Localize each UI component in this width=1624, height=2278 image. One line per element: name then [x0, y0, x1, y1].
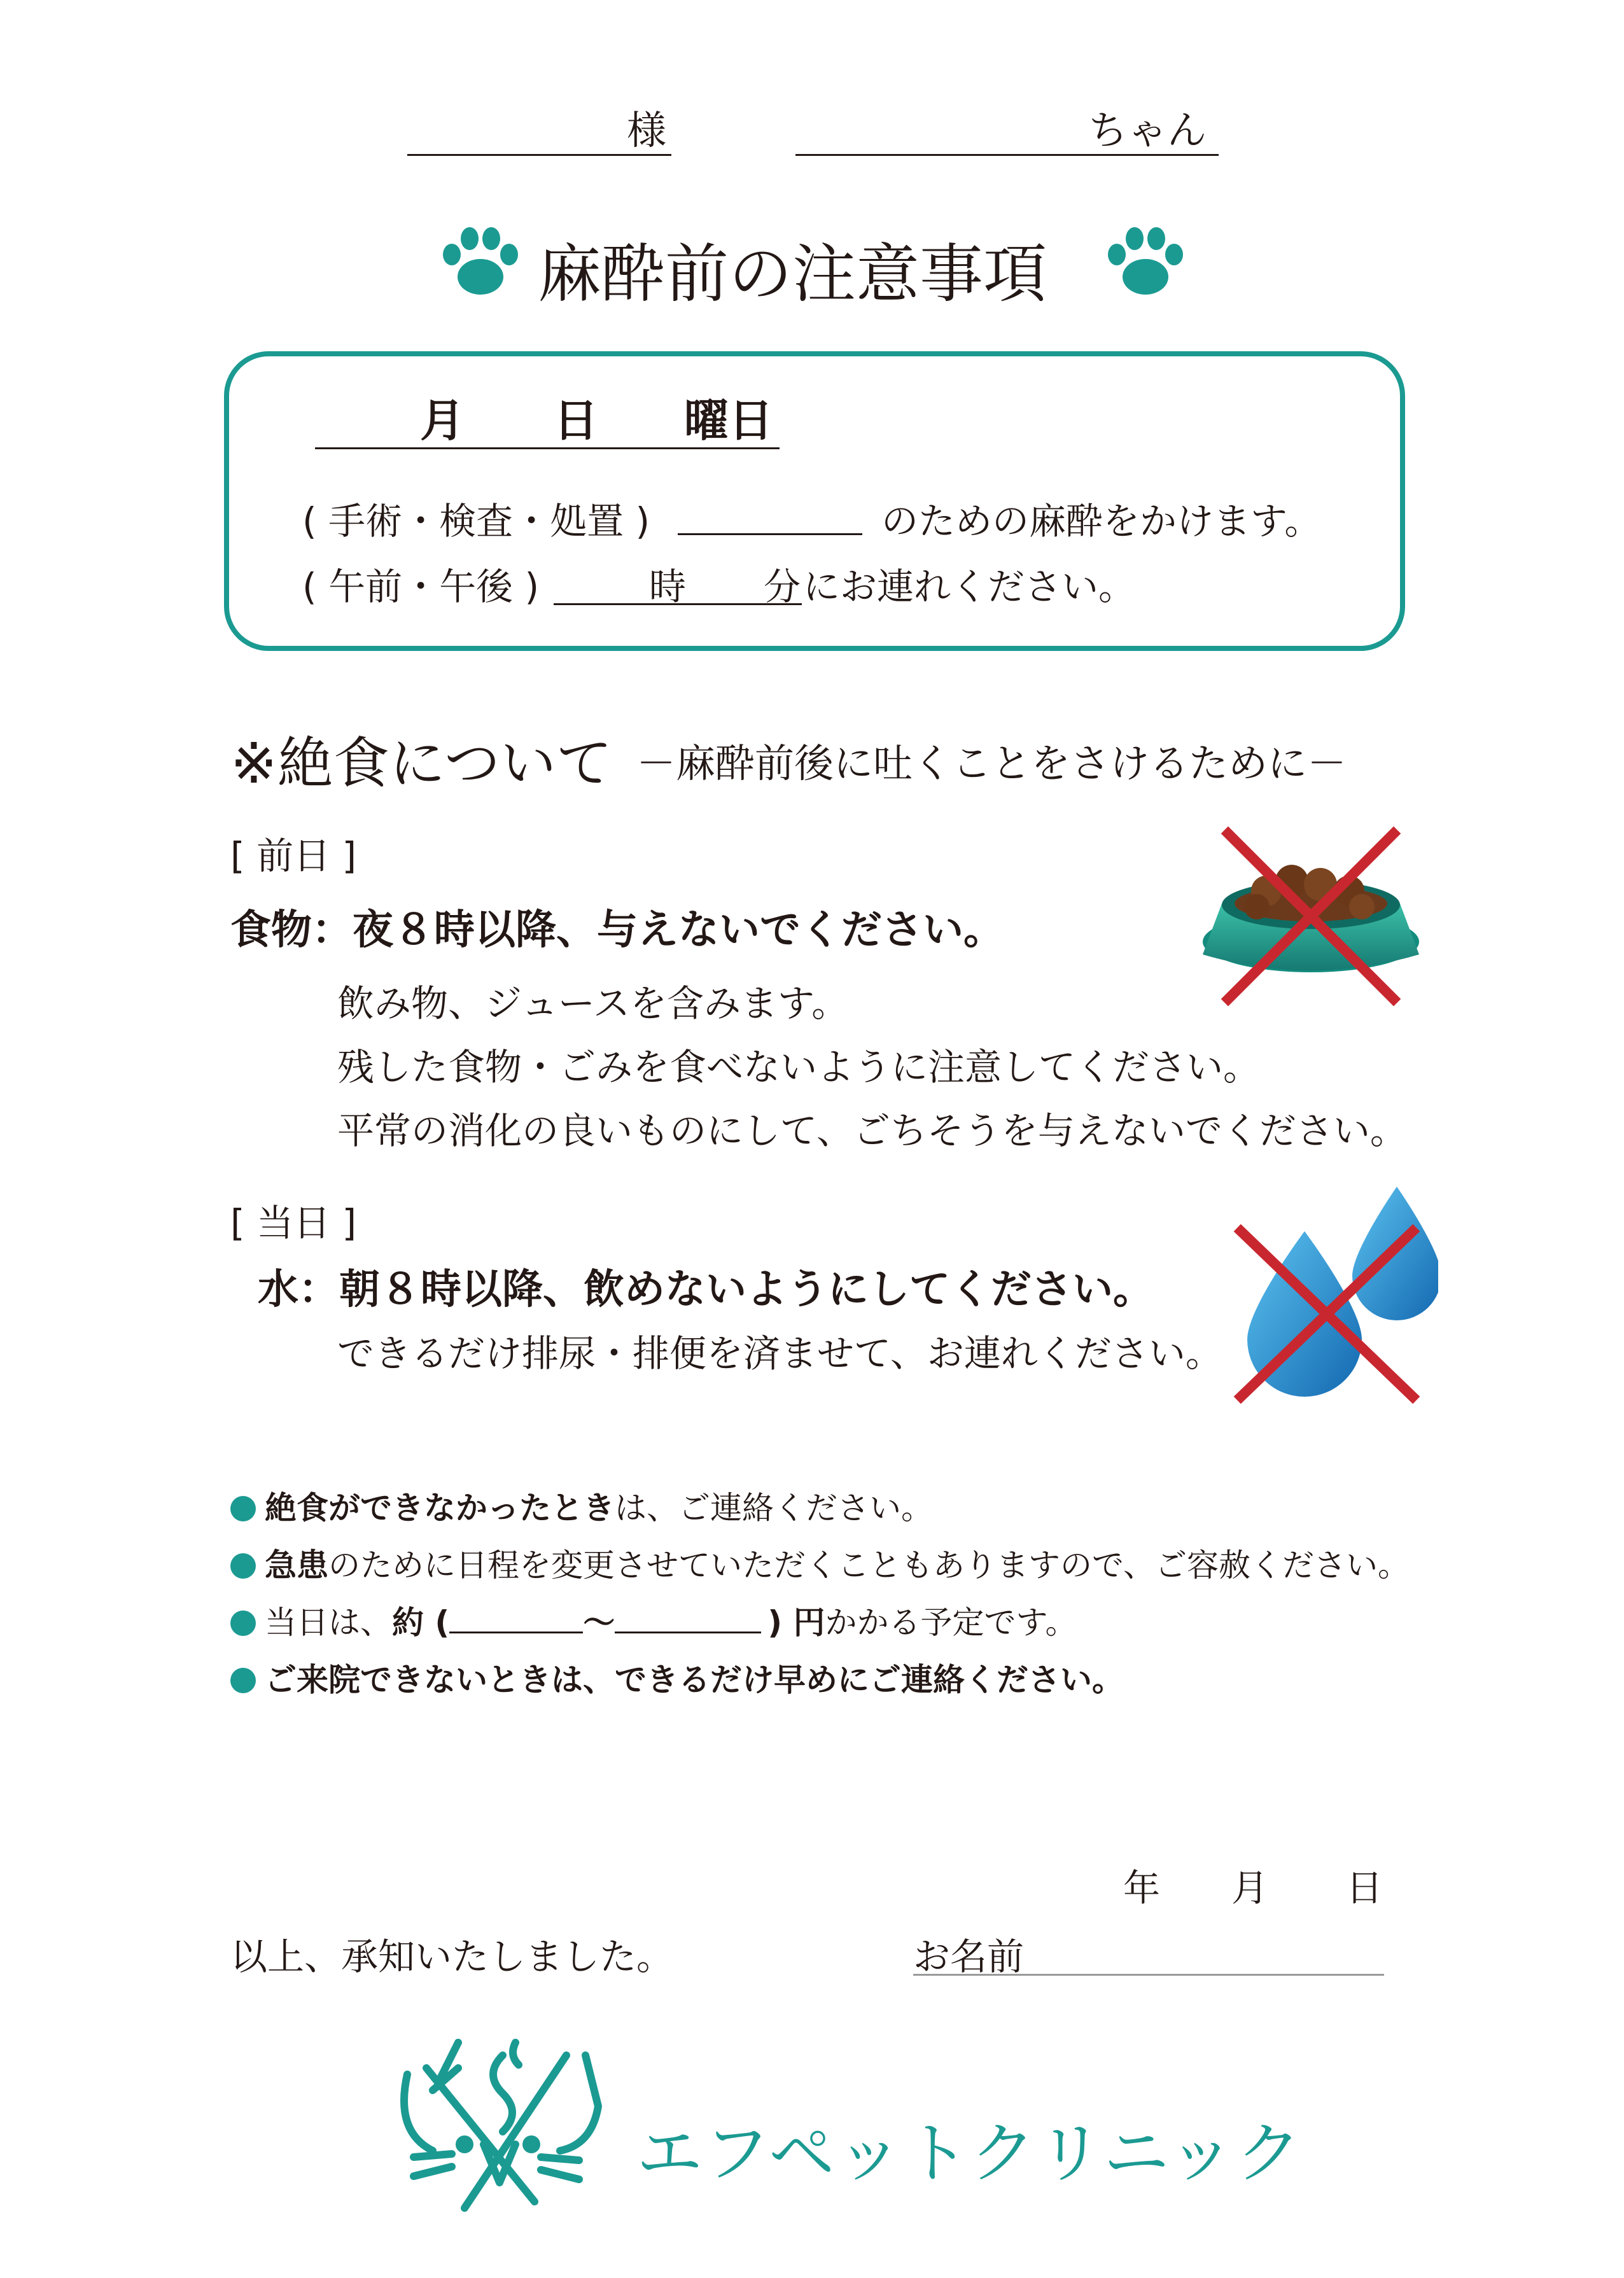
time-options: ( 午前・午後 ): [302, 565, 540, 608]
cost-blank-max[interactable]: [615, 1606, 761, 1633]
date-month: 月: [420, 395, 465, 447]
bullet-cancel: ご来院できないときは、できるだけ早めにご連絡ください。: [230, 1654, 1124, 1700]
owner-suffix: 様: [627, 107, 667, 153]
page-title: 麻酔前の注意事項: [538, 237, 1047, 311]
bullet-cost: 当日は、約 ( 〜 ) 円かかる予定です。: [230, 1597, 1077, 1643]
clinic-name: エフペットクリニック: [636, 2114, 1303, 2192]
consent-text: 以上、承知いたしました。: [230, 1935, 674, 1978]
pet-suffix: ちゃん: [1088, 107, 1207, 153]
water-drops-crossed-icon: [1228, 1180, 1438, 1409]
bullet-dot: [230, 1496, 256, 1521]
procedure-blank[interactable]: [678, 496, 862, 535]
bullet-emergency: 急患のために日程を変更させていただくこともありますので、ご容赦ください。: [230, 1540, 1410, 1586]
bullet-dot: [230, 1668, 256, 1693]
same-day-note: できるだけ排尿・排便を済ませて、お連れください。: [337, 1332, 1222, 1375]
time-suffix: にお連れください。: [803, 565, 1136, 608]
fasting-subheading: －麻酔前後に吐くことをさけるために－: [636, 740, 1347, 786]
name-label: お名前: [913, 1935, 1025, 1978]
day-before-label: [ 前日 ]: [230, 834, 357, 877]
sign-year: 年: [1123, 1866, 1161, 1910]
date-day: 日: [554, 395, 598, 447]
time-hour: 時: [649, 565, 687, 608]
cost-blank-min[interactable]: [449, 1606, 583, 1633]
same-day-label: [ 当日 ]: [230, 1201, 357, 1245]
same-day-rule: 水：朝８時以降、飲めないようにしてください。: [258, 1266, 1154, 1313]
paw-icon: [1104, 223, 1187, 299]
fasting-heading: ※絶食について: [230, 730, 612, 796]
day-before-note: 飲み物、ジュースを含みます。: [337, 982, 849, 1025]
food-bowl-crossed-icon: [1196, 821, 1425, 1012]
time-minute: 分: [764, 565, 801, 608]
sign-month: 月: [1231, 1866, 1269, 1910]
bullet-dot: [230, 1611, 256, 1636]
day-before-rule: 食物：夜８時以降、与えないでください。: [230, 907, 1004, 954]
sign-day: 日: [1346, 1866, 1383, 1910]
clinic-logo-icon: [388, 2030, 605, 2221]
day-before-note: 残した食物・ごみを食べないように注意してください。: [337, 1045, 1261, 1089]
paw-icon: [439, 223, 522, 299]
date-weekday: 曜日: [684, 395, 773, 447]
procedure-suffix: のための麻酔をかけます。: [881, 500, 1322, 543]
day-before-note: 平常の消化の良いものにして、ごちそうを与えないでください。: [337, 1109, 1407, 1152]
bullet-fasting-failed: 絶食ができなかったときは、ご連絡ください。: [230, 1483, 933, 1528]
procedure-options: ( 手術・検査・処置 ): [302, 500, 650, 543]
bullet-dot: [230, 1553, 256, 1579]
